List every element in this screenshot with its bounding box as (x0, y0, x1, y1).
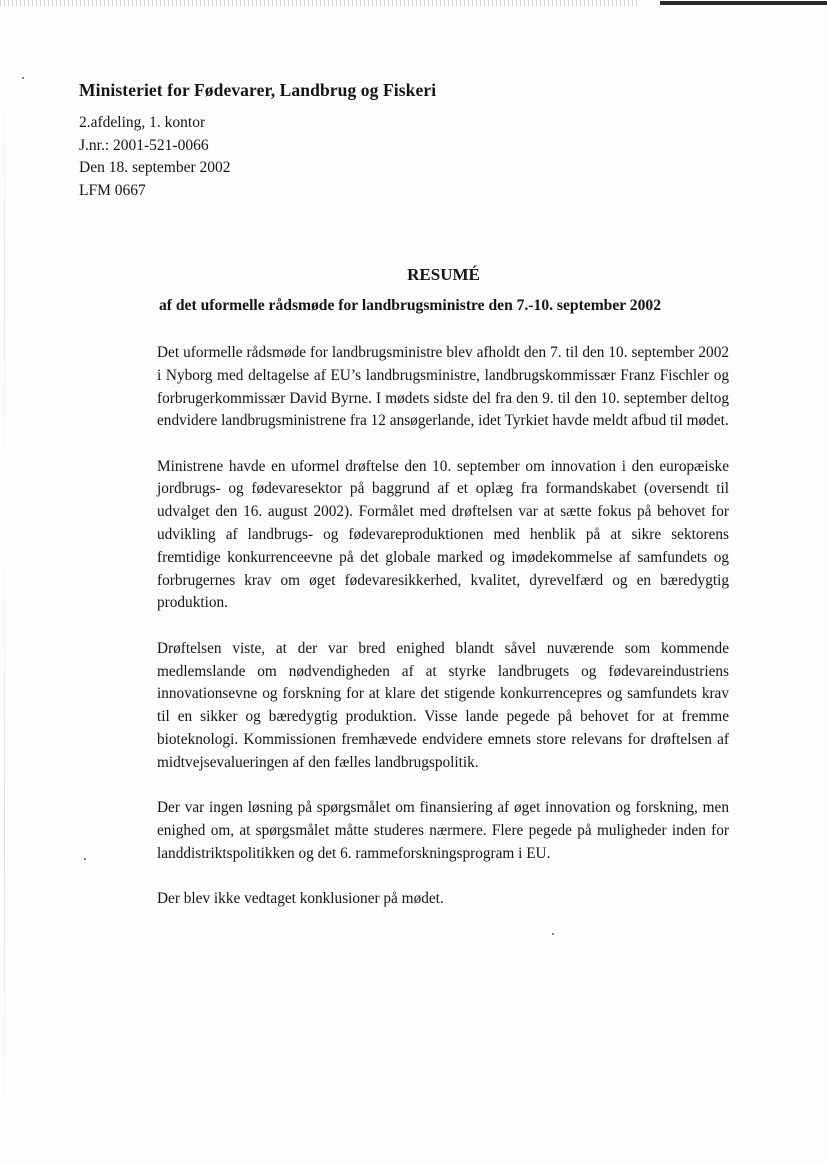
paragraph: Der var ingen løsning på spørgsmålet om finansiering af øget innovation og forskning, men enighed om, at spørgsmålet måtte studeres nærmere. Flere pegede på muligheder inden for landdistriktspolitikken og det 6. rammeforskningsprogram i EU. (157, 799, 729, 862)
scan-speck (84, 858, 86, 860)
letterhead (79, 80, 599, 202)
journal-number: J.nr.: 2001-521-0066 (79, 136, 209, 154)
document-date: Den 18. september 2002 (79, 159, 231, 176)
scan-speck (552, 933, 554, 935)
paragraph: Ministrene havde en uformel drøftelse den 10. september om innovation i den europæiske jordbrugs- og fødevaresektor på baggrund af et oplæg fra formandskabet (oversendt til udvalget den 16. august 2002). Formålet med drøftelsen var at sætte fokus på behovet for udvikling af landbrugs- og fødevareproduktionen med henblik på at sikre sektorens fremtidige konkurrenceevne på det globale marked og imødekommelse af samfundets og forbrugernes krav om øget fødevaresikkerhed, kvalitet, dyrevelfærd og en bæredygtig produktion. (157, 457, 729, 612)
reference-code: LFM 0667 (79, 181, 146, 199)
scan-artifact-top (0, 0, 640, 6)
paragraph: Det uformelle rådsmøde for landbrugsministre blev afholdt den 7. til den 10. september 2002 i Nyborg med deltagelse af EU’s landbrugsministre, landbrugskommissær Franz Fischler og forbrugerkommissær David Byrne. I mødets sidste del fra den 9. til den 10. september deltog endvidere landbrugsministrene fra 12 ansøgerlande, idet Tyrkiet havde meldt afbud til mødet. (157, 344, 729, 430)
document-body (157, 342, 729, 933)
closing-paragraph: Der blev ikke vedtaget konklusioner på mødet. (157, 889, 444, 907)
paragraph: Drøftelsen viste, at der var bred enighed blandt såvel nuværende som kommende medlemslande om nødvendigheden af at styrke landbrugets og fødevareindustriens innovationsevne og forskning for at klare det stigende konkurrencepres og samfundets krav til en sikker og bæredygtig produktion. Visse lande pegede på behovet for at fremme bioteknologi. Kommissionen fremhævede endvidere emnets store relevans for drøftelsen af midtvejsevalueringen af den fælles landbrugspolitik. (157, 639, 729, 771)
document-title: RESUMÉ (407, 265, 480, 284)
scan-speck (22, 77, 24, 79)
department-line: 2.afdeling, 1. kontor (79, 114, 206, 131)
scan-artifact-bar (660, 1, 827, 5)
document-subtitle: af det uformelle rådsmøde for landbrugsministre den 7.-10. september 2002 (159, 297, 661, 314)
ministry-name: Ministeriet for Fødevarer, Landbrug og Fiskeri (79, 80, 437, 100)
scan-artifact-edge (4, 60, 5, 1160)
